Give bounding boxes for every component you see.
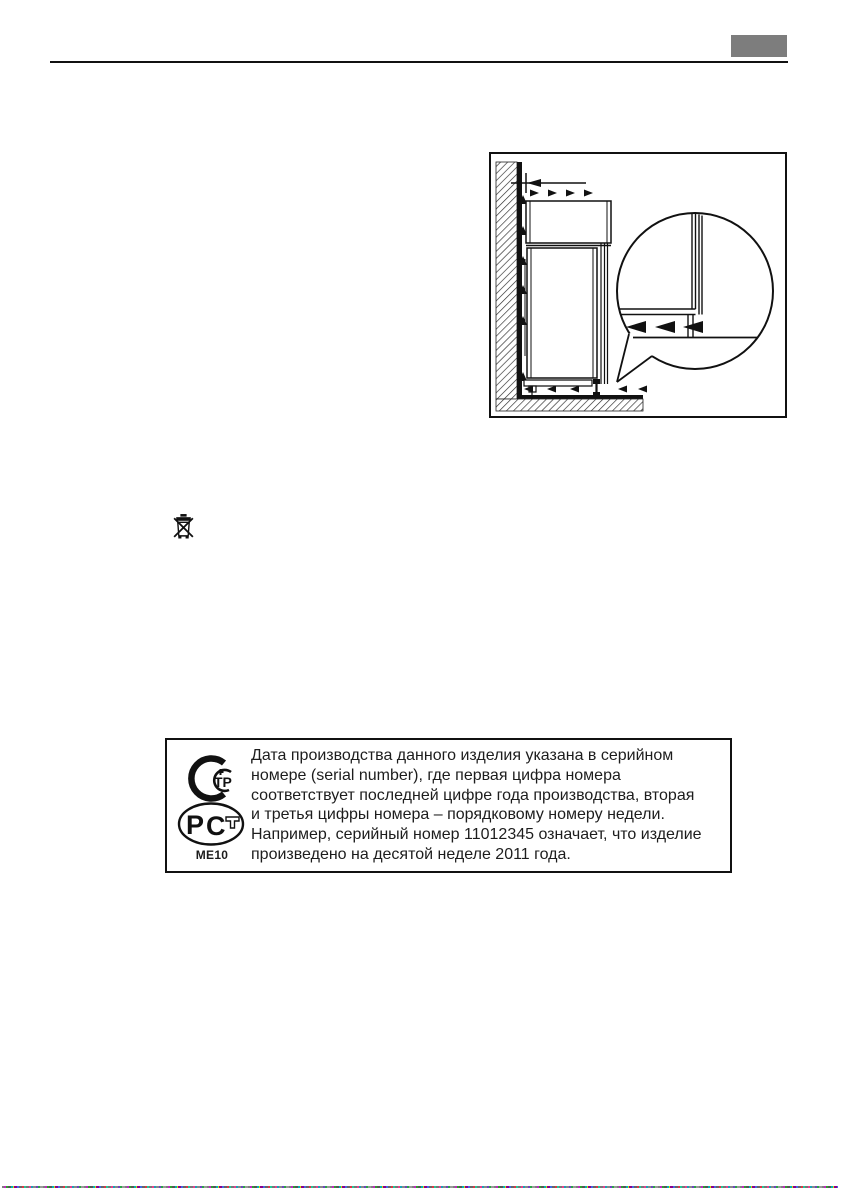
bottom-scan-noise-line [2, 1186, 838, 1188]
note-line-5: Например, серийный номер 11012345 означает, что изделие [251, 826, 702, 844]
note-line-3: соответствует последней цифре года производства, вторая [251, 786, 695, 804]
pct-t-glyph [226, 817, 239, 828]
serial-number-note [251, 746, 726, 865]
wall-hatch [496, 162, 522, 399]
weee-bin-icon [173, 513, 194, 539]
ctp-letters: ТР [214, 774, 232, 790]
note-line-2: номере (serial number), где первая цифра номера [251, 766, 621, 784]
page-number-tab [731, 35, 787, 57]
pct-letter-p: Р [186, 810, 205, 840]
note-line-6: произведено на десятой неделе 2011 года. [251, 845, 571, 863]
serial-number-note-box [165, 738, 732, 873]
floor-hatch [496, 395, 643, 411]
note-line-1: Дата производства данного изделия указана в серийном [251, 747, 674, 764]
pct-conformity-icon [176, 802, 248, 848]
ctp-conformity-icon [186, 754, 243, 803]
pct-code-label: ME10 [195, 848, 229, 862]
installation-clearance-diagram [489, 152, 787, 418]
note-line-4: и третья цифры номера – порядковому номеру недели. [251, 806, 665, 824]
pct-letter-c: С [206, 811, 226, 841]
header-divider [50, 61, 788, 63]
